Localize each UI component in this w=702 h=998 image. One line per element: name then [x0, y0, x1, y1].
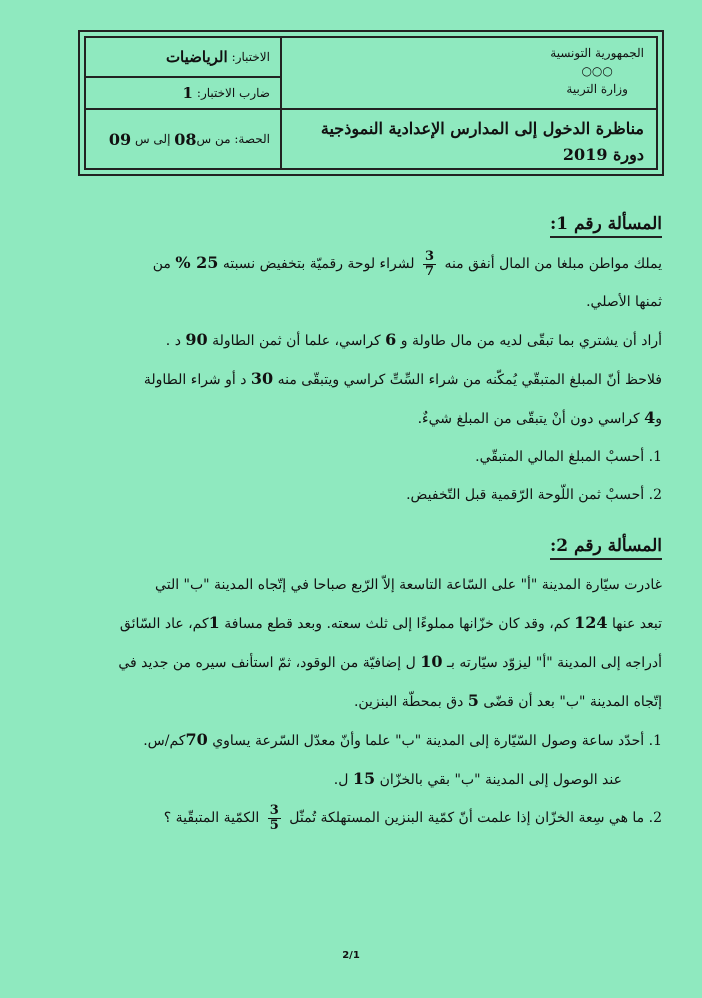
frac-num: 3 — [269, 802, 279, 818]
text: الكمّية المتبقّية ؟ — [163, 810, 260, 826]
republic-label: الجمهورية التونسية — [550, 46, 644, 60]
text: كم/س. — [143, 733, 186, 749]
header-frame — [78, 30, 664, 176]
problem2-para1: غادرت سيّارة المدينة "أ" على السّاعة التاسعة إلاّ الرّبع صباحا في إتّجاه المدينة "ب" التي — [155, 577, 662, 593]
header-ministry-block — [282, 38, 656, 110]
contest-block — [282, 110, 656, 168]
coef-value: 1 — [182, 84, 193, 102]
number: 90 — [185, 330, 208, 349]
problem2-title-text: المسألة رقم 2: — [550, 536, 662, 560]
problem1-title-text: المسألة رقم 1: — [550, 214, 662, 238]
number: 30 — [250, 369, 274, 388]
fraction-3-5 — [268, 804, 281, 833]
text: لشراء لوحة رقميّة بتخفيض نسبته — [222, 256, 415, 272]
session-line — [282, 142, 644, 168]
fraction-3-7 — [423, 250, 436, 279]
number: 10 — [420, 652, 443, 671]
number: 1 — [208, 613, 220, 632]
problem2-para2 — [40, 604, 662, 643]
exam-subject: الرياضيات — [165, 48, 228, 66]
text: د أو شراء الطاولة — [143, 372, 247, 388]
number: 4 — [644, 408, 656, 427]
problem1-para3 — [40, 360, 662, 399]
problem1-para1 — [40, 244, 662, 283]
text: و — [655, 411, 662, 427]
text: 1. أحدّد ساعة وصول السّيّارة إلى المدينة "ب" علما وأنّ معدّل السّرعة يساوي — [212, 733, 662, 749]
exam-label: الاختبار: — [231, 50, 270, 64]
problem1-para4 — [40, 399, 662, 438]
number: 70 — [185, 730, 208, 749]
session-label: دورة — [613, 145, 644, 164]
header-table — [84, 36, 658, 170]
time-row — [86, 110, 280, 168]
number: 5 — [467, 691, 479, 710]
percent-value: 25 % — [175, 253, 219, 272]
text: ل. — [333, 772, 349, 788]
ministry-label: وزارة التربية — [566, 82, 628, 96]
text: يملك مواطن مبلغا من المال أنفق منه — [444, 256, 662, 272]
problem2-para4 — [40, 682, 662, 721]
problem1-question1: 1. أحسبْ المبلغ المالي المتبقّي. — [475, 449, 662, 465]
number: 6 — [385, 330, 397, 349]
page-number: 2/1 — [342, 950, 360, 961]
coef-label: ضارب الاختبار: — [196, 86, 270, 100]
text: من — [152, 256, 171, 272]
problem2-para3 — [40, 643, 662, 682]
problem2-title — [40, 536, 662, 556]
text: كم، عاد السّائق — [119, 616, 209, 632]
text: كراسي دون أنْ يتبقّى من المبلغ شيءٌ. — [417, 411, 640, 427]
ministry-stack — [550, 44, 644, 98]
number: 124 — [574, 613, 608, 632]
contest-title: مناظرة الدخول إلى المدارس الإعدادية النموذجية — [320, 119, 644, 138]
text: أراد أن يشتري بما تبقّى لديه من مال طاولة و — [400, 333, 662, 349]
problem1-para2 — [40, 321, 662, 360]
text: إتّجاه المدينة "ب" بعد أن قضّى — [483, 694, 662, 710]
exam-row — [86, 38, 280, 78]
text: دق بمحطّة البنزين. — [353, 694, 464, 710]
text: ل إضافيّة من الوقود، ثمّ استأنف سيره من جديد في — [118, 655, 416, 671]
problem1-question2: 2. أحسبْ ثمن اللّوحة الرّقمية قبل التّخفيض. — [406, 487, 662, 503]
text: د . — [165, 333, 181, 349]
problem1-para1-cont: ثمنها الأصلي. — [586, 294, 662, 310]
text: كم، وقد كان خزّانها مملوءًا إلى ثلث سعته. وبعد قطع مسافة — [224, 616, 570, 632]
problem2-question1 — [40, 721, 662, 760]
time-label: الحصة: من س — [196, 132, 270, 146]
session-year: 2019 — [562, 145, 608, 164]
header-exam-info — [86, 38, 280, 168]
coef-row — [86, 78, 280, 110]
emblem: ○○○ — [581, 64, 613, 78]
problem2-note — [40, 760, 662, 799]
frac-den: 5 — [269, 817, 279, 833]
text: كراسي، علما أن ثمن الطاولة — [212, 333, 381, 349]
number: 15 — [352, 769, 376, 788]
exam-content — [40, 200, 662, 837]
problem1-title — [40, 214, 662, 234]
time-to: 09 — [108, 129, 132, 149]
header-institution — [280, 38, 656, 168]
text: أدراجه إلى المدينة "أ" ليزوّد سيّارته بـ — [446, 655, 662, 671]
problem2-question2 — [40, 799, 662, 837]
text: فلاحظ أنّ المبلغ المتبقّي يُمكّنه من شراء السِّتِّ كراسي ويتبقّى منه — [277, 372, 662, 388]
time-mid: إلى س — [134, 132, 171, 146]
text: عند الوصول إلى المدينة "ب" بقي بالخزّان — [379, 772, 622, 788]
text: 2. ما هي سِعة الخزّان إذا علمت أنّ كمّية البنزين المستهلكة تُمثّل — [289, 810, 662, 826]
frac-num: 3 — [424, 248, 434, 264]
time-from: 08 — [174, 129, 197, 149]
frac-den: 7 — [424, 263, 434, 279]
text: تبعد عنها — [612, 616, 662, 632]
